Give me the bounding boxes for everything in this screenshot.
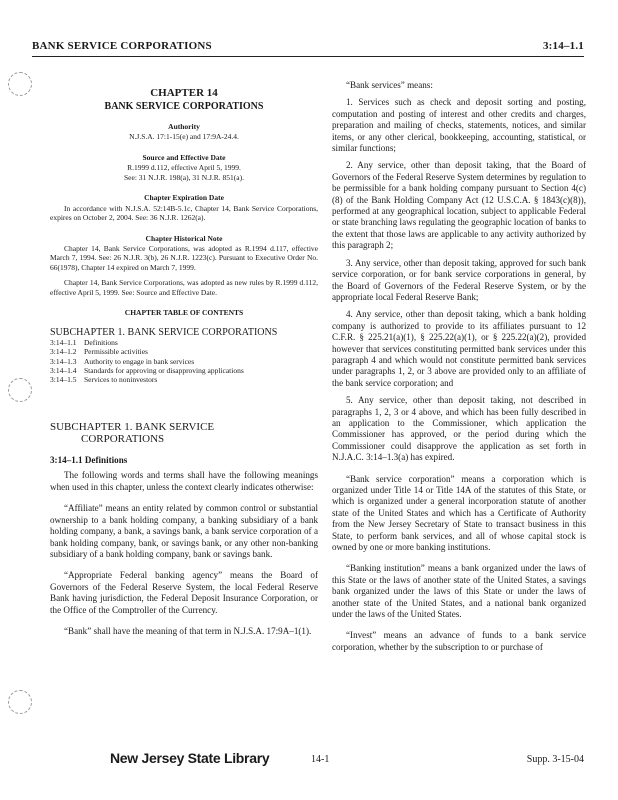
section-heading: 3:14–1.1 Definitions (50, 455, 128, 466)
expiration-text: In accordance with N.J.S.A. 52:14B-5.1c, Chapter 14, Bank Service Corporations, expires on October 2, 2004. See: 36 N.J.R. 1262(a). (50, 203, 318, 223)
header-rule (32, 56, 584, 57)
library-stamp: New Jersey State Library (110, 750, 270, 766)
toc-entry: 3:14–1.3 Authority to engage in bank services (50, 356, 195, 366)
bank-services-item: 4. Any service, other than deposit taking, which a bank holding company is authorized to provide to its affiliates pursuant to 12 C.F.R. § 225.21(a)(1), § 225.22(a)(1), or § 225.22(a)(2), provided however that services constituting permitted bank services under this paragraph 4 and which would not constitute permitted bank services under paragraphs 1, 2, or 3 above are provided only to an affiliate of the bank service corporation; and (332, 309, 586, 388)
toc-entry: 3:14–1.4 Standards for approving or disapproving applications (50, 365, 244, 375)
toc-entry: 3:14–1.5 Services to noninvestors (50, 375, 158, 385)
definition-federal-agency: “Appropriate Federal banking agency” means the Board of Governors of the Federal Reserve System, the local Federal Reserve Bank having jurisdiction, the Federal Deposit Insurance Corporation, or the Office of the Comptroller of the Currency. (50, 570, 318, 615)
toc-heading: CHAPTER TABLE OF CONTENTS (124, 308, 244, 318)
right-column (332, 80, 586, 653)
authority-text: N.J.S.A. 17:1-15(e) and 17:9A-24.4. (129, 132, 239, 142)
historical-note-2: Chapter 14, Bank Service Corporations, was adopted as new rules by R.1999 d.112, effective April 5, 1999. See: Source and Effective Date. (50, 278, 318, 297)
left-column (50, 80, 318, 637)
subchapter-heading: SUBCHAPTER 1. BANK SERVICE CORPORATIONS (50, 421, 215, 445)
bank-services-item: 1. Services such as check and deposit sorting and posting, computation and posting of interest and other credits and charges, preparation and mailing of checks, statements, notices, and similar items, or any other clerical, bookkeeping, accounting, statistical, or similar functions; (332, 97, 586, 154)
chapter-title: BANK SERVICE CORPORATIONS (104, 101, 264, 113)
page-header (32, 40, 584, 56)
source-line-1: R.1999 d.112, effective April 5, 1999. (127, 163, 241, 173)
toc-subchapter: SUBCHAPTER 1. BANK SERVICE CORPORATIONS (50, 326, 278, 338)
table-of-contents (50, 338, 318, 384)
bank-services-item: 2. Any service, other than deposit taking, that the Board of Governors of the Federal Reserve System determines by regulation to be permissible for a bank holding company pursuant to Section 4(c)(8) of the Bank Holding Company Act (12 U.S.C.A. § 1843(c)(8)), performed at any geographical location, subject to applicable Federal or state branching laws regulating the geographic location of banks to the extent that those laws are applicable to any activity authorized by this paragraph 2; (332, 160, 586, 251)
bank-services-item: 5. Any service, other than deposit taking, not described in paragraphs 1, 2, 3 or 4 above, and which has been fully described in an application to the Commissioner, which application the Commissioner has approved, or the period during which the Commissioner could disapprove the application as set forth in N.J.A.C. 3:14–1.3(a) has expired. (332, 395, 586, 463)
section-number: 3:14–1.1 (542, 40, 584, 52)
definition-bank: “Bank” shall have the meaning of that term in N.J.S.A. 17:9A–1(1). (64, 625, 312, 636)
definition-bank-service-corporation: “Bank service corporation” means a corporation which is organized under Title 14 or Title 14A of the statutes of this State, or which is organized under a general incorporation statute of another state of the United States and which has a Certificate of Authority from the New Jersey Secretary of State to transact business in this State, to perform bank services, and all of whose capital stock is owned by one or more banking institutions. (332, 473, 586, 553)
source-line-2: See: 31 N.J.R. 198(a), 31 N.J.R. 851(a). (124, 172, 244, 182)
definition-banking-institution: “Banking institution” means a bank organized under the laws of this State or the laws of another state of the United States, a savings bank organized under the laws of this State or under the laws of another state of the United States, and a national bank organized under the laws of the United States. (332, 563, 586, 620)
expiration-heading: Chapter Expiration Date (144, 193, 224, 203)
definition-invest: “Invest” means an advance of funds to a bank service corporation, whether by the subscription to or purchase of (332, 630, 586, 652)
bank-services-item: 3. Any service, other than deposit taking, approved for such bank service corporation, or for bank service corporations in general, by the Board of Governors of the Federal Reserve System, or by the appropriate local Federal Reserve Bank; (332, 257, 586, 302)
page-number: 14-1 (311, 754, 330, 765)
toc-entry: 3:14–1.1 Definitions (50, 338, 118, 348)
source-heading: Source and Effective Date (142, 152, 226, 162)
authority-heading: Authority (168, 121, 200, 131)
historical-note-1: Chapter 14, Bank Service Corporations, was adopted as R.1994 d.117, effective March 7, 1994. See: 26 N.J.R. 3(b), 26 N.J.R. 1223(c). Pursuant to Executive Order No. 66(1978), Chapter 14 expired on March 7, 1999. (50, 243, 318, 272)
supplement-date: Supp. 3-15-04 (526, 754, 584, 765)
chapter-number: CHAPTER 14 (150, 87, 218, 99)
running-title: BANK SERVICE CORPORATIONS (32, 40, 212, 52)
toc-entry: 3:14–1.2 Permissible activities (50, 347, 148, 357)
definition-affiliate: “Affiliate” means an entity related by common control or substantial ownership to a bank holding company, a banking subsidiary of a bank holding company, a bank, a savings bank, a bank service corporation of a bank holding company, bank, or savings bank, or any other non-banking subsidiary of a bank holding company, bank or savings bank. (50, 503, 318, 559)
definitions-intro: The following words and terms shall have the following meanings when used in this chapter, unless the context clearly indicates otherwise: (50, 470, 318, 492)
page-footer (32, 752, 584, 772)
historical-heading: Chapter Historical Note (145, 233, 223, 243)
bank-services-intro: “Bank services” means: (346, 80, 433, 90)
